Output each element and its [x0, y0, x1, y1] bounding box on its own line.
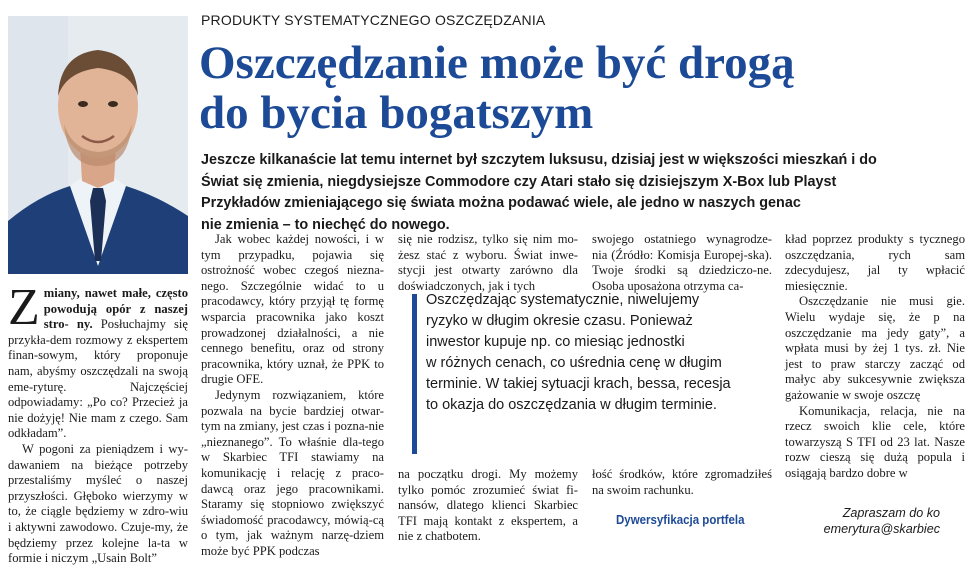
- paragraph: Jak wobec każdej nowości, i w tym przypadku, pojawia się ostrożność wobec czegoś niezna-nego. Szczególnie widać to u pracodawcy, który przyjął tę formę wsparcia pracownika jako koszt prowadzonej działalności, a nie cennego benefitu, oraz od strony pracownika, który uznał, że PPK to drugie OFE.: [201, 232, 384, 387]
- column-4-top: [592, 232, 772, 294]
- quote-line: terminie. W takiej sytuacji krach, bessa, recesja: [426, 376, 731, 392]
- column-2: [201, 232, 384, 559]
- lead-line: nie zmienia – to niechęć do nowego.: [201, 216, 450, 233]
- article-headline: [199, 38, 939, 138]
- paragraph: kład poprzez produkty s tycznego oszczędzania, rych sam zdecydujesz, jal ty wpłacić miesięcznie.: [785, 232, 965, 293]
- paragraph: się nie rodzisz, tylko się nim mo-żesz stać z wyboru. Świat inwe-stycji jest otwarty zarówno dla doświadczonych, jak i tych: [398, 232, 578, 293]
- pull-quote-bar: [412, 294, 417, 454]
- signoff-email[interactable]: emerytura@skarbiec: [823, 522, 940, 536]
- drop-cap: Z: [8, 279, 40, 336]
- quote-line: to okazja do oszczędzania w długim terminie.: [426, 397, 717, 413]
- article-lead: [201, 150, 931, 236]
- paragraph: łość środków, które zgromadziłeś na swoim rachunku.: [592, 467, 772, 497]
- column-3-bottom: [398, 467, 578, 545]
- section-kicker: PRODUKTY SYSTEMATYCZNEGO OSZCZĘDZANIA: [201, 12, 546, 28]
- headline-line-1: Oszczędzanie może być drogą: [199, 37, 795, 89]
- paragraph: [8, 279, 188, 442]
- paragraph: na początku drogi. My możemy tylko pomóc zrozumieć świat fi-nansów, dlatego klienci Skarbiec TFI mają kontakt z ekspertem, a nie z chatbotem.: [398, 467, 578, 544]
- headline-line-2: do bycia bogatszym: [199, 87, 594, 139]
- intro-line: miany, nawet małe, często: [43, 286, 188, 300]
- column-4-bottom: [592, 467, 772, 498]
- quote-line: w różnych cenach, co uśrednia cenę w długim: [426, 355, 722, 371]
- column-1: [8, 279, 188, 567]
- lead-line: Jeszcze kilkanaście lat temu internet był szczytem luksusu, dzisiaj jest w większości mieszkań i do: [201, 152, 877, 168]
- author-photo: [8, 16, 188, 274]
- paragraph-text: Posłuchajmy się przykła-dem rozmowy z ekspertem finan-sowym, który proponuje nam, abyśmy oszczędzali na swoją eme-ryturę. Najczęściej odpowiadamy: „Po co? Przecież ja nie dożyję! Nie mam z czego. Sam odkładam”.: [8, 317, 188, 441]
- intro-line: powodują opór z naszej stro-: [43, 301, 188, 332]
- paragraph: swojego ostatniego wynagrodze-nia (Źródło: Komisja Europej-ska). Twoje środki są dziedziczo-ne. Osoba uposażona otrzyma ca-: [592, 232, 772, 293]
- lead-line: Świat się zmienia, niegdysiejsze Commodore czy Atari stało się dzisiejszym X-Box lub Playst: [201, 173, 837, 190]
- signoff-line: Zapraszam do ko: [842, 506, 940, 520]
- section-subhead: Dywersyfikacja portfela: [616, 513, 745, 527]
- pull-quote: [426, 290, 766, 416]
- intro-line: ny.: [76, 317, 93, 332]
- quote-line: inwestor kupuje np. co miesiąc jednostki: [426, 334, 685, 350]
- portrait-illustration: [8, 16, 188, 274]
- quote-line: Oszczędzając systematycznie, niwelujemy: [426, 292, 700, 308]
- paragraph: W pogoni za pieniądzem i wy-dawaniem na bieżące potrzeby przestaliśmy myśleć o naszej przyszłości. Głęboko wierzymy w to, że ciągle będziemy w zdro-wiu i aktywni zawodowo. Czuje-my, że będziemy przez kolejne la-ta w formie i niczym „Usain Bolt”: [8, 441, 188, 566]
- signoff: [800, 505, 940, 537]
- column-3-top: [398, 232, 578, 294]
- paragraph: Jedynym rozwiązaniem, które pozwala na bycie bardziej otwar-tym na zmiany, jest czas i pozna-nie „nieznanego”. To właśnie dla-tego w Skarbiec TFI stawiamy na komunikację i relację z praco-dawcą oraz jego pracownikami. Staramy się stopniowo zwiększyć świadomość pracodawcy, mówią-cą o tym, jak ważnym narzę-dziem może być PPK podczas: [201, 387, 384, 558]
- quote-line: ryzyko w długim okresie czasu. Ponieważ: [426, 313, 693, 329]
- paragraph: Oszczędzanie nie musi gie. Wielu wydaje się, że p na oszczędzanie ma jedy gaty”, a wpłata musi by żej 1 tys. zł. Nie jest to praw starczy zacząć od małyc aby sukcesywnie zwiększa gażowanie w swoje oszczę: [785, 294, 965, 402]
- lead-line: Przykładów zmieniającego się świata można podawać wiele, ale jedno w naszych genac: [201, 195, 801, 211]
- paragraph: Komunikacja, relacja, nie na rzecz swoich klie cele, które towarzyszą S TFI od 23 lat. Nasze rozw cieszą się dużą popula i osiągają bardzo dobre w: [785, 403, 965, 480]
- column-5: [785, 232, 965, 482]
